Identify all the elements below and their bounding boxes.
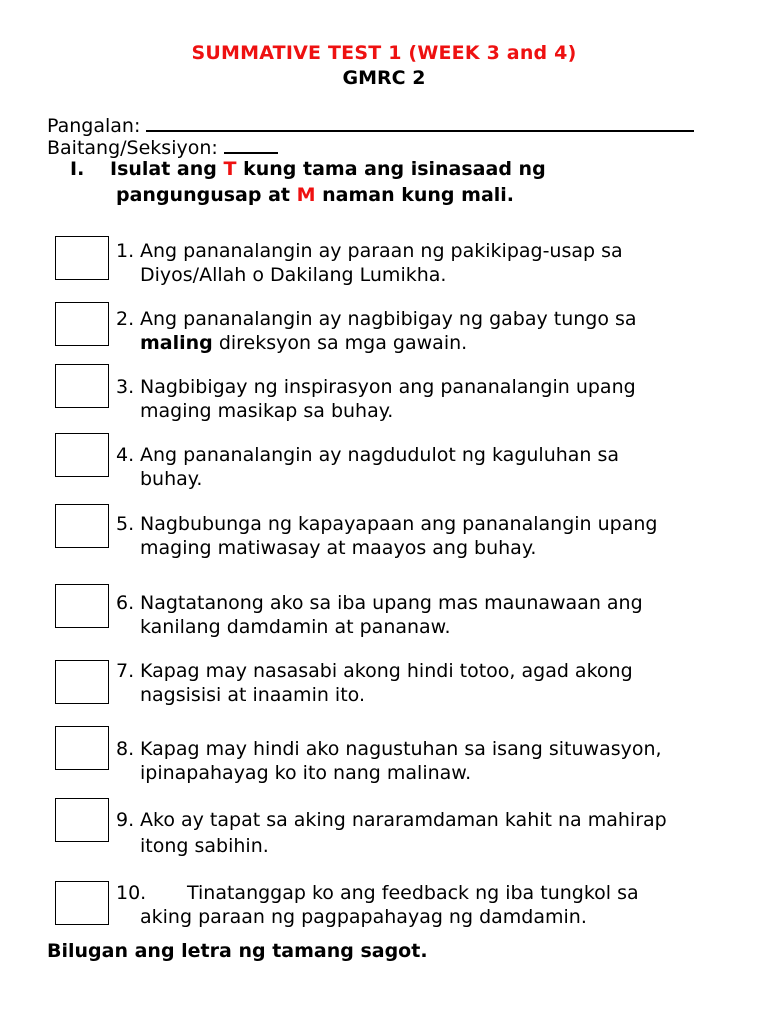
answer-box-6[interactable]	[55, 584, 109, 628]
answer-box-5[interactable]	[55, 504, 109, 548]
question-2-line-1: Ang pananalangin ay nagbibigay ng gabay tungo sa	[140, 308, 637, 330]
name-label: Pangalan:	[47, 115, 141, 137]
instruction-text-4: naman kung mali.	[315, 184, 515, 206]
question-text-7	[140, 659, 740, 707]
question-text-5	[140, 512, 740, 560]
question-1-line-2: Diyos/Allah o Dakilang Lumikha.	[140, 264, 447, 286]
question-item-5	[0, 504, 768, 564]
answer-box-7[interactable]	[55, 660, 109, 704]
instruction-number: I.	[70, 158, 85, 180]
instruction-text-2: kung tama ang isinasaad ng	[236, 158, 546, 180]
question-number-7: 7.	[116, 660, 135, 682]
answer-box-8[interactable]	[55, 726, 109, 770]
question-item-10	[0, 881, 768, 941]
question-item-7	[0, 660, 768, 720]
question-5-line-1: Nagbubunga ng kapayapaan ang pananalangin upang	[140, 513, 658, 535]
question-6-line-2: kanilang damdamin at pananaw.	[140, 616, 451, 638]
question-item-6	[0, 584, 768, 644]
question-3-line-1: Nagbibigay ng inspirasyon ang pananalangin upang	[140, 376, 636, 398]
question-number-5: 5.	[116, 513, 135, 535]
question-number-2: 2.	[116, 308, 135, 330]
instruction-text-1: Isulat ang	[110, 158, 224, 180]
test-title: SUMMATIVE TEST 1 (WEEK 3 and 4)	[191, 42, 577, 64]
question-text-3	[140, 375, 740, 423]
question-7-line-1: Kapag may nasasabi akong hindi totoo, agad akong	[140, 660, 633, 682]
instruction-block	[70, 156, 670, 208]
question-8-line-2: ipinapahayag ko ito nang malinaw.	[140, 762, 472, 784]
question-text-8	[140, 737, 740, 785]
answer-box-9[interactable]	[55, 798, 109, 842]
question-10-line-1: Tinatanggap ko ang feedback ng iba tungkol sa	[187, 882, 639, 904]
part-two-instruction: Bilugan ang letra ng tamang sagot.	[47, 940, 428, 962]
question-7-line-2: nagsisisi at inaamin ito.	[140, 684, 365, 706]
question-item-8	[0, 726, 768, 786]
question-3-line-2: maging masikap sa buhay.	[140, 400, 394, 422]
question-text-2	[140, 307, 740, 355]
question-text-1	[140, 239, 740, 287]
question-9-line-1: Ako ay tapat sa aking nararamdaman kahit na mahirap	[140, 809, 667, 831]
answer-box-4[interactable]	[55, 433, 109, 477]
question-number-4: 4.	[116, 444, 135, 466]
question-item-4	[0, 433, 768, 493]
letter-m: M	[296, 184, 316, 206]
answer-box-10[interactable]	[55, 881, 109, 925]
question-number-10: 10.	[116, 882, 147, 904]
subject-title: GMRC 2	[342, 67, 426, 89]
question-number-9: 9.	[116, 809, 135, 831]
question-item-2	[0, 302, 768, 362]
question-text-10	[140, 881, 740, 929]
instruction-text-3: pangungusap at	[116, 184, 297, 206]
question-number-1: 1.	[116, 240, 135, 262]
question-item-1	[0, 236, 768, 296]
question-5-line-2: maging matiwasay at maayos ang buhay.	[140, 537, 537, 559]
answer-box-3[interactable]	[55, 364, 109, 408]
question-text-9	[140, 808, 740, 858]
question-text-6	[140, 591, 740, 639]
question-8-line-1: Kapag may hindi ako nagustuhan sa isang situwasyon,	[140, 738, 662, 760]
question-number-8: 8.	[116, 738, 135, 760]
question-item-9	[0, 798, 768, 858]
name-blank-line[interactable]	[146, 112, 694, 132]
question-number-3: 3.	[116, 376, 135, 398]
question-2-bold-word: maling	[140, 332, 213, 354]
question-text-4	[140, 443, 740, 491]
question-4-line-1: Ang pananalangin ay nagdudulot ng kaguluhan sa	[140, 444, 620, 466]
section-label: Baitang/Seksiyon:	[47, 137, 218, 159]
question-6-line-1: Nagtatanong ako sa iba upang mas maunawaan ang	[140, 592, 643, 614]
question-2-line-2-rest: direksyon sa mga gawain.	[212, 332, 468, 354]
question-9-line-2: itong sabihin.	[140, 835, 269, 857]
question-1-line-1: Ang pananalangin ay paraan ng pakikipag-usap sa	[140, 240, 623, 262]
section-blank-line[interactable]	[224, 134, 278, 154]
question-item-3	[0, 364, 768, 424]
answer-box-1[interactable]	[55, 236, 109, 280]
question-10-line-2: aking paraan ng pagpapahayag ng damdamin.	[140, 906, 587, 928]
letter-t: T	[223, 158, 237, 180]
question-2-line-2	[140, 331, 740, 355]
answer-box-2[interactable]	[55, 302, 109, 346]
question-4-line-2: buhay.	[140, 468, 203, 490]
question-number-6: 6.	[116, 592, 135, 614]
